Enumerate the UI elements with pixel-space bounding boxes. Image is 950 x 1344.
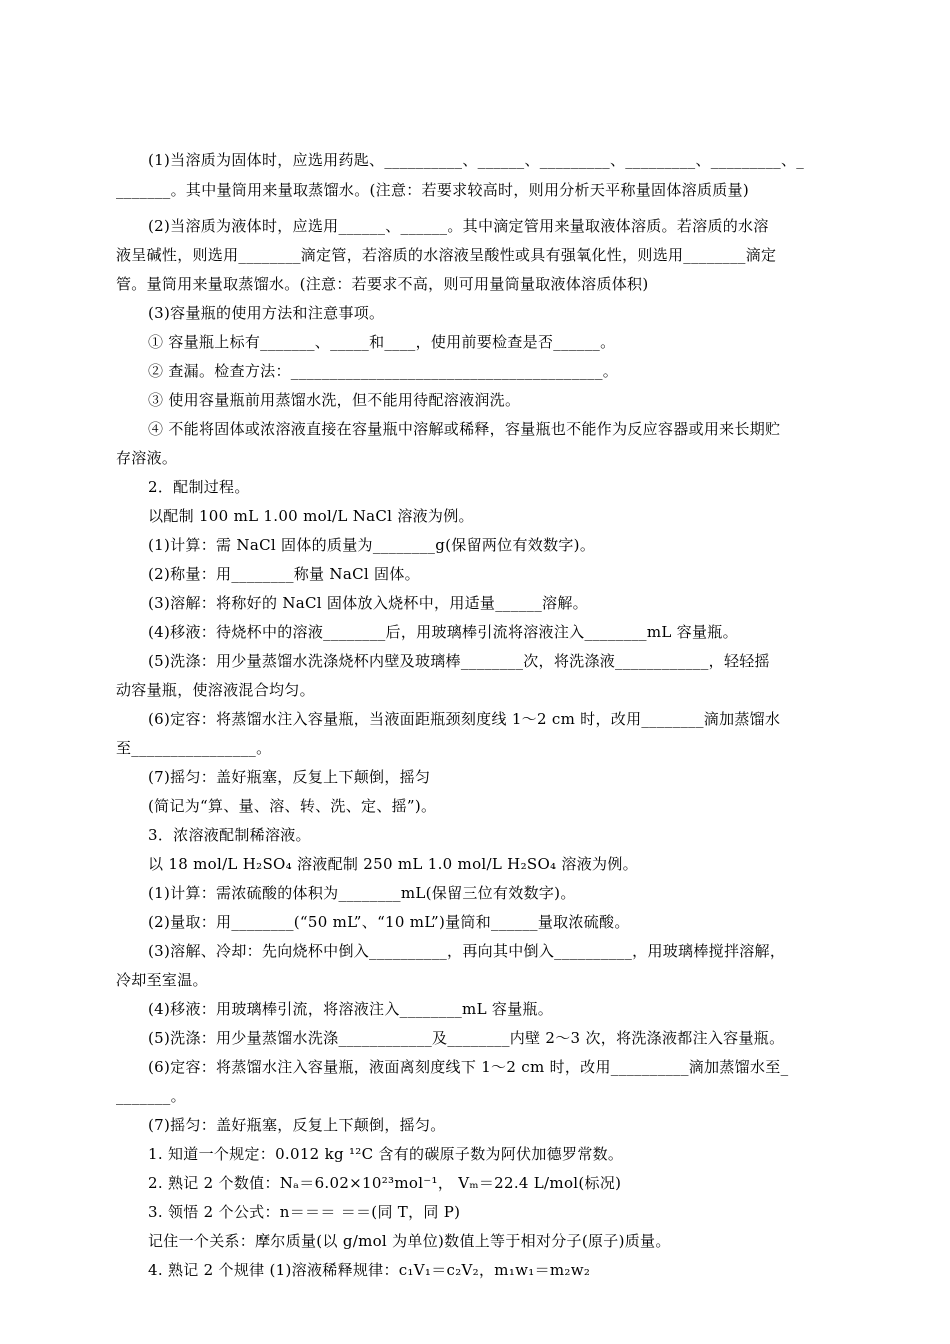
text-line: ④ 不能将固体或浓溶液直接在容量瓶中溶解或稀释，容量瓶也不能作为反应容器或用来长期贮 bbox=[148, 420, 781, 438]
text-line: 记住一个关系：摩尔质量(以 g/mol 为单位)数值上等于相对分子(原子)质量。 bbox=[148, 1232, 671, 1250]
section-heading: 3．浓溶液配制稀溶液。 bbox=[148, 826, 311, 844]
text-line: _______。其中量筒用来量取蒸馏水。(注意：若要求较高时，则用分析天平称量固体溶质质量) bbox=[116, 181, 750, 199]
text-line: (7)摇匀：盖好瓶塞，反复上下颠倒，摇匀 bbox=[148, 768, 431, 786]
text-line: 管。量筒用来量取蒸馏水。(注意：若要求不高，则可用量筒量取液体溶质体积) bbox=[116, 275, 649, 293]
text-line: (5)洗涤：用少量蒸馏水洗涤____________及________内壁 2～3 次，将洗涤液都注入容量瓶。 bbox=[148, 1029, 785, 1047]
section-heading: 2．配制过程。 bbox=[148, 478, 250, 496]
text-line: 动容量瓶，使溶液混合均匀。 bbox=[116, 681, 315, 699]
text-line: (1)当溶质为固体时，应选用药匙、__________、______、_________、_________、_________、_ bbox=[148, 151, 805, 169]
text-line: (6)定容：将蒸馏水注入容量瓶，当液面距瓶颈刻度线 1～2 cm 时，改用________滴加蒸馏水 bbox=[148, 710, 781, 728]
text-line: (3)容量瓶的使用方法和注意事项。 bbox=[148, 304, 385, 322]
text-line: 4. 熟记 2 个规律 (1)溶液稀释规律：c₁V₁＝c₂V₂，m₁w₁＝m₂w₂ bbox=[148, 1261, 591, 1279]
text-line: (4)移液：待烧杯中的溶液________后，用玻璃棒引流将溶液注入________mL 容量瓶。 bbox=[148, 623, 738, 641]
text-line: (3)溶解、冷却：先向烧杯中倒入__________，再向其中倒入__________，用玻璃棒搅拌溶解， bbox=[148, 942, 786, 960]
text-line: _______。 bbox=[116, 1087, 186, 1105]
text-line: (2)量取：用________(“50 mL”、“10 mL”)量筒和______量取浓硫酸。 bbox=[148, 913, 630, 931]
text-line: (4)移液：用玻璃棒引流，将溶液注入________mL 容量瓶。 bbox=[148, 1000, 554, 1018]
text-line: ① 容量瓶上标有_______、_____和____，使用前要检查是否______。 bbox=[148, 333, 616, 351]
text-line: (1)计算：需 NaCl 固体的质量为________g(保留两位有效数字)。 bbox=[148, 536, 596, 554]
text-line: (7)摇匀：盖好瓶塞，反复上下颠倒，摇匀。 bbox=[148, 1116, 446, 1134]
text-line: ② 查漏。检查方法：________________________________________。 bbox=[148, 362, 619, 380]
text-line: 至________________。 bbox=[116, 739, 272, 757]
text-line: 液呈碱性，则选用________滴定管，若溶质的水溶液呈酸性或具有强氧化性，则选用________滴定 bbox=[116, 246, 777, 264]
text-line: ③ 使用容量瓶前用蒸馏水洗，但不能用待配溶液润洗。 bbox=[148, 391, 521, 409]
text-line: 2. 熟记 2 个数值：Nₐ＝6.02×10²³mol⁻¹， Vₘ＝22.4 L/mol(标况) bbox=[148, 1174, 622, 1192]
text-line: (简记为“算、量、溶、转、洗、定、摇”)。 bbox=[148, 797, 437, 815]
text-line: (3)溶解：将称好的 NaCl 固体放入烧杯中，用适量______溶解。 bbox=[148, 594, 588, 612]
text-line: 存溶液。 bbox=[116, 449, 178, 467]
text-line: (6)定容：将蒸馏水注入容量瓶，液面离刻度线下 1～2 cm 时，改用__________滴加蒸馏水至_ bbox=[148, 1058, 789, 1076]
text-line: 1. 知道一个规定：0.012 kg ¹²C 含有的碳原子数为阿伏加德罗常数。 bbox=[148, 1145, 624, 1163]
text-line: 以 18 mol/L H₂SO₄ 溶液配制 250 mL 1.0 mol/L H₂SO₄ 溶液为例。 bbox=[148, 855, 638, 873]
text-line: (2)称量：用________称量 NaCl 固体。 bbox=[148, 565, 420, 583]
text-line: 冷却至室温。 bbox=[116, 971, 208, 989]
text-line: 以配制 100 mL 1.00 mol/L NaCl 溶液为例。 bbox=[148, 507, 474, 525]
text-line: (1)计算：需浓硫酸的体积为________mL(保留三位有效数字)。 bbox=[148, 884, 576, 902]
text-line: (5)洗涤：用少量蒸馏水洗涤烧杯内壁及玻璃棒________次，将洗涤液____________，轻轻摇 bbox=[148, 652, 770, 670]
text-line: 3. 领悟 2 个公式：n＝＝＝ ＝＝(同 T，同 P) bbox=[148, 1203, 461, 1221]
text-line: (2)当溶质为液体时，应选用______、______。其中滴定管用来量取液体溶质。若溶质的水溶 bbox=[148, 217, 769, 235]
